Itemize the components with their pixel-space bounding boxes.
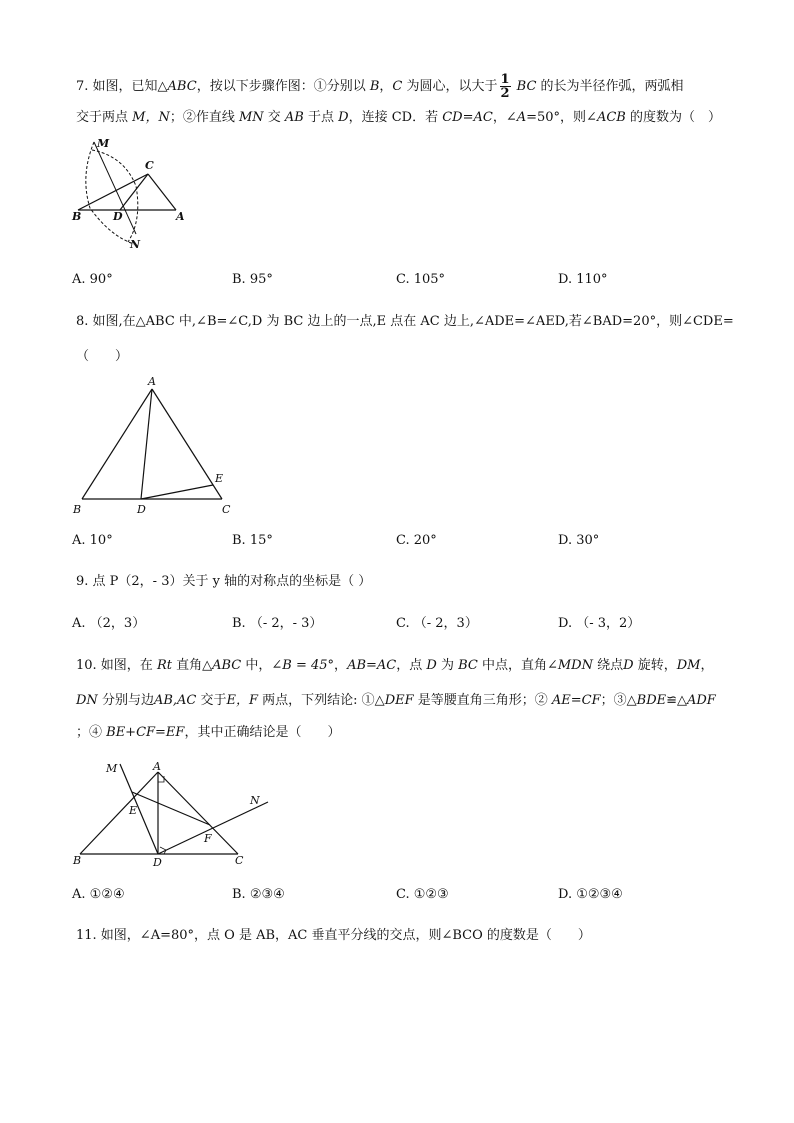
q10-label-f: F bbox=[204, 832, 212, 845]
q8-label-b: B bbox=[73, 503, 82, 516]
q10-line-2: DN 分别与边AB,AC 交于E，F 两点，下列结论: ①△DEF 是等腰直角三角形；② AE=CF；③△BDE≌△ADF bbox=[76, 693, 716, 708]
q7-label-n: N bbox=[130, 238, 141, 251]
q7-option-b[interactable]: B. 95° bbox=[232, 272, 273, 287]
q10-label-d: D bbox=[153, 856, 162, 869]
q10-option-b[interactable]: B. ②③④ bbox=[232, 887, 285, 902]
q8-line-2: （ ） bbox=[76, 349, 129, 364]
q7-option-d[interactable]: D. 110° bbox=[558, 272, 608, 287]
q9-option-b[interactable]: B. （- 2，- 3） bbox=[232, 616, 323, 631]
q10-option-c[interactable]: C. ①②③ bbox=[396, 887, 449, 902]
q10-option-d[interactable]: D. ①②③④ bbox=[558, 887, 623, 902]
q8-label-e: E bbox=[215, 472, 224, 485]
q7-label-a: A bbox=[176, 210, 185, 223]
q10-label-n: N bbox=[250, 794, 260, 807]
q8-line-1: 8. 如图,在△ABC 中,∠B=∠C,D 为 BC 边上的一点,E 点在 AC 边上,∠ADE=∠AED,若∠BAD=20°，则∠CDE= bbox=[76, 314, 734, 329]
q8-option-a[interactable]: A. 10° bbox=[72, 533, 113, 548]
q10-figure bbox=[70, 758, 280, 870]
q9-option-c[interactable]: C. （- 2，3） bbox=[396, 616, 478, 631]
q9-option-d[interactable]: D. （- 3，2） bbox=[558, 616, 641, 631]
q7-line-2: 交于两点 M，N；②作直线 MN 交 AB 于点 D，连接 CD．若 CD=AC，∠A=50°，则∠ACB 的度数为（ ） bbox=[76, 110, 721, 125]
q10-label-c: C bbox=[235, 854, 244, 867]
q8-figure bbox=[70, 374, 240, 514]
q8-label-c: C bbox=[222, 503, 231, 516]
q7-option-c[interactable]: C. 105° bbox=[396, 272, 446, 287]
q7-label-m: M bbox=[97, 137, 110, 150]
q10-label-m: M bbox=[106, 762, 118, 775]
q8-label-a: A bbox=[148, 375, 156, 388]
fraction-one-half: $\frac{1}{2}$ bbox=[500, 72, 510, 101]
q10-option-a[interactable]: A. ①②④ bbox=[72, 887, 125, 902]
q8-option-b[interactable]: B. 15° bbox=[232, 533, 273, 548]
q7-figure bbox=[70, 137, 200, 251]
q10-line-3: ；④ BE+CF=EF，其中正确结论是（ ） bbox=[76, 725, 341, 740]
q9-option-a[interactable]: A. （2，3） bbox=[72, 616, 146, 631]
q7-label-c: C bbox=[145, 159, 154, 172]
q11-line-1: 11. 如图，∠A=80°，点 O 是 AB，AC 垂直平分线的交点，则∠BCO 的度数是（ ） bbox=[76, 928, 591, 943]
q10-label-e: E bbox=[129, 804, 138, 817]
q8-label-d: D bbox=[137, 503, 146, 516]
q10-label-a: A bbox=[153, 760, 161, 773]
q7-option-a[interactable]: A. 90° bbox=[72, 272, 113, 287]
q10-line-1: 10. 如图，在 Rt 直角△ABC 中，∠B = 45°，AB=AC，点 D 为 BC 中点，直角∠MDN 绕点D 旋转，DM， bbox=[76, 658, 714, 673]
q10-label-b: B bbox=[73, 854, 82, 867]
q9-line-1: 9. 点 P（2，- 3）关于 y 轴的对称点的坐标是（ ） bbox=[76, 574, 372, 589]
q8-option-d[interactable]: D. 30° bbox=[558, 533, 600, 548]
q8-option-c[interactable]: C. 20° bbox=[396, 533, 437, 548]
q7-line-1: 7. 如图，已知△ABC，按以下步骤作图：①分别以 B，C 为圆心，以大于 $\frac{1}{2}$ BC 的长为半径作弧，两弧相 bbox=[76, 72, 684, 101]
q7-label-d: D bbox=[113, 210, 123, 223]
q7-label-b: B bbox=[72, 210, 82, 223]
q7-number: 7. bbox=[76, 79, 89, 94]
